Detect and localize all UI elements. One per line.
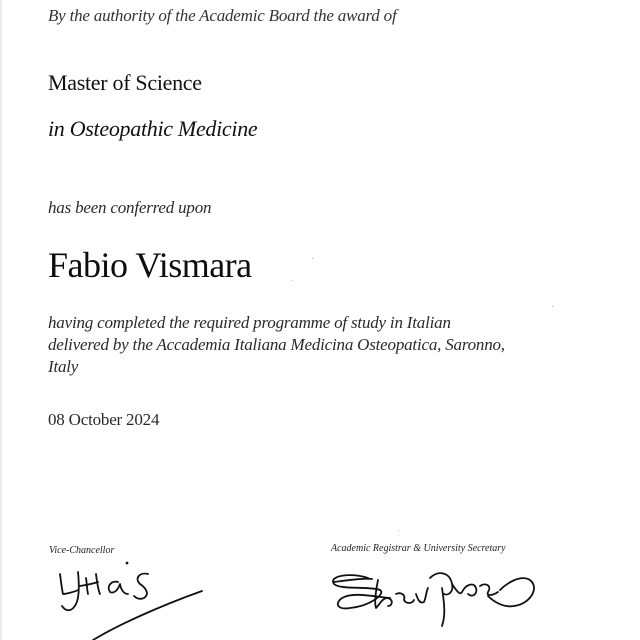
award-date: 08 October 2024 — [48, 410, 160, 429]
registrar-signature-icon — [320, 560, 550, 640]
recipient-name: Fabio Vismara — [48, 245, 252, 285]
scan-speck — [312, 258, 313, 259]
conferred-statement: has been conferred upon — [48, 198, 212, 217]
degree-title: Master of Science — [48, 70, 202, 95]
degree-field: in Osteopathic Medicine — [48, 116, 258, 141]
page-edge-shadow — [0, 0, 3, 640]
scan-speck — [552, 306, 553, 307]
vice-chancellor-signature-icon — [30, 560, 220, 640]
programme-line: delivered by the Accademia Italiana Medicina Osteopatica, Saronno, — [48, 335, 505, 354]
vice-chancellor-title: Vice-Chancellor — [49, 545, 115, 556]
authority-statement: By the authority of the Academic Board the award of — [48, 6, 397, 25]
programme-line: Italy — [48, 357, 79, 376]
registrar-title: Academic Registrar & University Secretary — [331, 543, 506, 554]
programme-statement — [48, 312, 608, 378]
scan-speck — [398, 530, 399, 531]
scan-speck — [292, 280, 293, 281]
programme-line: having completed the required programme of study in Italian — [48, 313, 451, 332]
